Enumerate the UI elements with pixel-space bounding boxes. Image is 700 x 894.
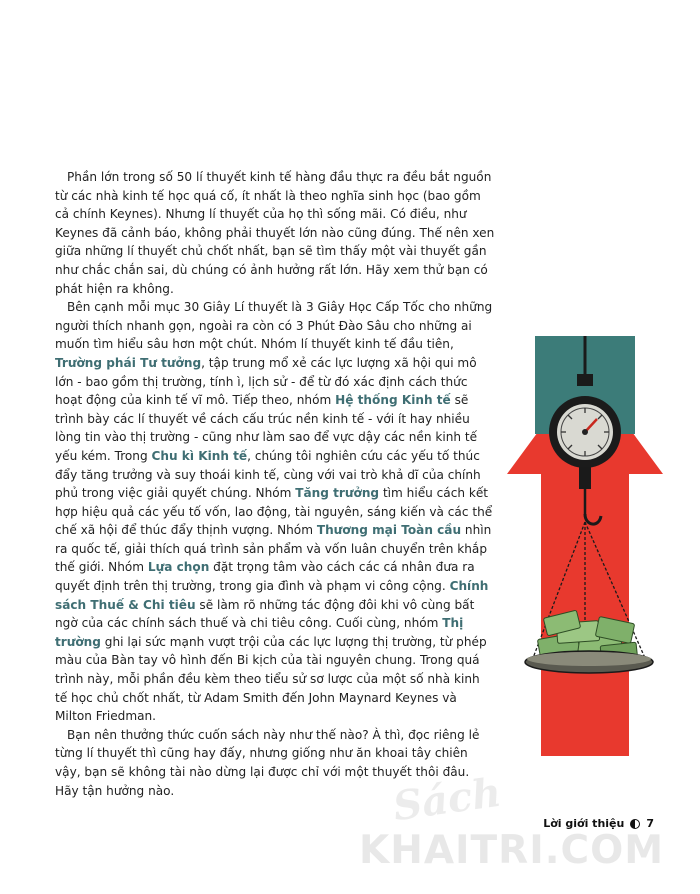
p2-text-9: ghi lại sức mạnh vượt trội của các lực lượng thị trường, từ phép màu của Bàn tay vô hình đến Bi kịch của tài nguyên chung. Trong quá trình này, mỗi phần đều kèm theo tiểu sử sơ lược của một số nhà kinh tế học chủ chốt nhất, từ Adam Smith đến John Maynard Keynes và Milton Friedman.: [55, 634, 487, 724]
p2-text-3: sẽ trình bày các lí thuyết về cách cấu trúc nền kinh tế - với ít hay nhiều lòng tin vào thị trường - cũng như làm sao để vực dậy các nền kinh tế yếu kém. Trong: [55, 393, 478, 463]
scale-arrow-money-illustration: [505, 336, 665, 760]
paragraph-2: [55, 298, 495, 726]
term-he-thong-kinh-te: Hệ thống Kinh tế: [335, 393, 451, 408]
footer-section-label: Lời giới thiệu: [543, 817, 625, 830]
paragraph-1: Phần lớn trong số 50 lí thuyết kinh tế hàng đầu thực ra đều bắt nguồn từ các nhà kinh tế học quá cố, ít nhất là theo nghĩa sinh học (bao gồm cả chính Keynes). Nhưng lí thuyết của họ thì sống mãi. Có điều, như Keynes đã cảnh báo, không phải thuyết lớn nào cũng đúng. Thế nên xen giữa những lí thuyết chủ chốt nhất, bạn sẽ tìm thấy một vài thuyết gần như chắc chắn sai, dù chúng có ảnh hưởng rất lớn. Hãy xem thử bạn có phát hiện ra không.: [55, 170, 495, 296]
watermark-brand: KHAITRI.COM: [359, 828, 665, 873]
watermark-script: Sách: [390, 768, 504, 831]
paragraph-3: Bạn nên thưởng thức cuốn sách này như thế nào? À thì, đọc riêng lẻ từng lí thuyết thì cũng hay đấy, nhưng giống như ăn khoai tây chiên vậy, bạn sẽ không tài nào dừng lại được chỉ với một thuyết thôi đâu. Hãy tận hưởng nào.: [55, 727, 480, 798]
p2-text-5: tìm hiểu cách kết hợp hiệu quả các yếu tố vốn, lao động, tài nguyên, sáng kiến và các thể chế xã hội để thúc đẩy thịnh vượng. Nhóm: [55, 486, 493, 538]
p2-text-1: Bên cạnh mỗi mục 30 Giây Lí thuyết là 3 Giây Học Cấp Tốc cho những người thích nhanh gọn, ngoài ra còn có 3 Phút Đào Sâu cho những ai muốn tìm hiểu sâu hơn một chút. Nhóm lí thuyết kinh tế đầu tiên,: [55, 300, 493, 352]
p2-text-8: sẽ làm rõ những tác động đôi khi vô cùng bất ngờ của các chính sách thuế và chi tiêu công. Cuối cùng, nhóm: [55, 597, 475, 631]
body-text: [55, 168, 495, 800]
term-lua-chon: Lựa chọn: [147, 560, 210, 575]
term-truong-phai-tu-tuong: Trường phái Tư tưởng: [55, 355, 202, 370]
term-tang-truong: Tăng trưởng: [295, 486, 380, 501]
half-circle-icon: [630, 819, 640, 829]
term-thuong-mai-toan-cau: Thương mại Toàn cầu: [316, 523, 462, 538]
p2-text-6: nhìn ra quốc tế, giải thích quá trình sản phẩm và vốn luân chuyển trên khắp thế giới. Nhóm: [55, 523, 492, 575]
term-chinh-sach-thue-chi-tieu: Chính sách Thuế & Chi tiêu: [55, 579, 489, 612]
term-chu-ki-kinh-te: Chu kì Kinh tế: [151, 448, 248, 463]
p2-text-4: , chúng tôi nghiên cứu các yếu tố thúc đẩy tăng trưởng và suy thoái kinh tế, cùng với vai trò khả dĩ của chính phủ trong việc giải quyết chúng. Nhóm: [55, 448, 481, 501]
page-footer: [543, 817, 654, 830]
p2-text-2: , tập trung mổ xẻ các lực lượng xã hội qui mô lớn - bao gồm thị trường, tính ì, lịch sử - để từ đó xác định cách thức hoạt động của kinh tế vĩ mô. Tiếp theo, nhóm: [55, 355, 477, 408]
term-thi-truong: Thị trường: [55, 616, 464, 649]
p2-text-7: đặt trọng tâm vào cách các cá nhân đưa ra quyết định trên thị trường, trong gia đình và phạm vi công cộng.: [55, 560, 475, 594]
page-number: 7: [646, 817, 654, 830]
